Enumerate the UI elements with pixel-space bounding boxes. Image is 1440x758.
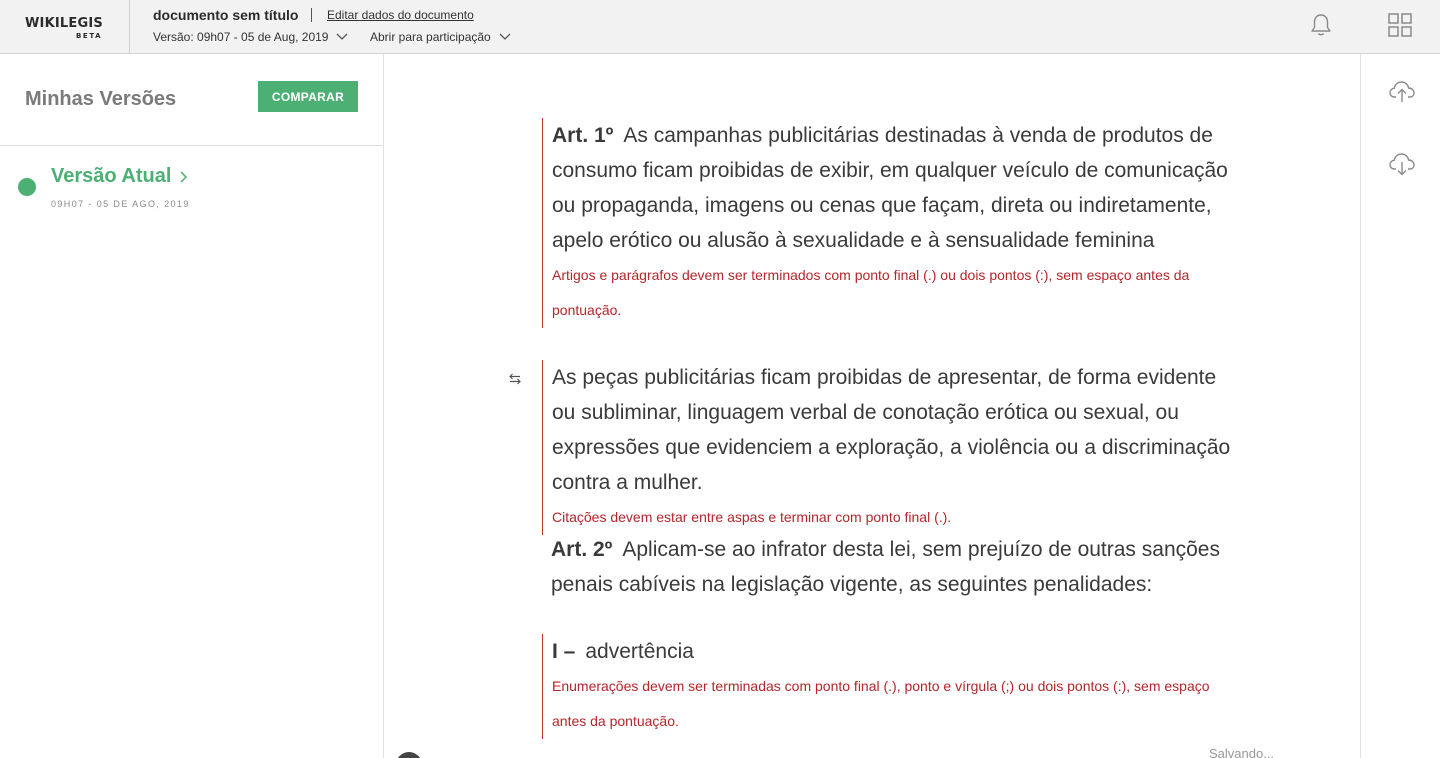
versions-sidebar	[0, 54, 384, 758]
participation-dropdown-label: Abrir para participação	[370, 30, 491, 44]
cloud-download-icon[interactable]	[1388, 150, 1416, 176]
logo-text: WIKILEGIS	[25, 16, 103, 31]
version-dropdown-label: Versão: 09h07 - 05 de Aug, 2019	[153, 30, 329, 44]
validation-error: Artigos e parágrafos devem ser terminados com ponto final (.) ou dois pontos (:), sem espaço antes da pontuação.	[552, 267, 1190, 318]
article-block[interactable]	[542, 532, 1242, 602]
version-item-current[interactable]	[0, 147, 383, 227]
save-status: Salvando...	[1209, 746, 1275, 758]
sidebar-header	[0, 54, 383, 146]
cloud-upload-icon[interactable]	[1388, 78, 1416, 104]
article-body: Aplicam-se ao infrator desta lei, sem prejuízo de outras sanções penais cabíveis na legislação vigente, as seguintes penalidades:	[551, 538, 1220, 596]
enumeration-body: advertência	[585, 640, 694, 663]
article-label: Art. 1º	[552, 124, 614, 147]
validation-error: Citações devem estar entre aspas e terminar com ponto final (.).	[552, 509, 952, 525]
document-title: documento sem título	[153, 7, 299, 23]
apps-grid-icon[interactable]	[1387, 12, 1413, 38]
chevron-down-icon	[336, 33, 348, 41]
help-button[interactable]	[396, 752, 422, 758]
article-body: As campanhas publicitárias destinadas à venda de produtos de consumo ficam proibidas de exibir, em qualquer veículo de comunicação ou propaganda, imagens ou cenas que façam, direta ou indiretamente, apelo erótico ou alusão à sexualidade e à sensualidade feminina	[552, 124, 1228, 252]
swap-arrows-icon[interactable]	[508, 372, 522, 386]
chevron-down-icon	[499, 33, 511, 41]
version-name: Versão Atual	[51, 165, 172, 187]
paragraph-block[interactable]	[542, 360, 1242, 535]
version-date: 09H07 - 05 DE AGO, 2019	[51, 199, 190, 209]
participation-dropdown[interactable]	[370, 29, 511, 45]
article-block[interactable]	[542, 118, 1242, 328]
logo-badge: BETA	[76, 32, 103, 40]
enumeration-text[interactable]	[552, 634, 1242, 669]
article-label: Art. 2º	[551, 538, 613, 561]
paragraph-body: As peças publicitárias ficam proibidas de apresentar, de forma evidente ou subliminar, linguagem verbal de conotação erótica ou sexual, ou expressões que evidenciem a exploração, a violência ou a discriminação contra a mulher.	[552, 366, 1231, 494]
compare-button[interactable]: COMPARAR	[258, 81, 358, 112]
edit-document-link[interactable]: Editar dados do documento	[327, 8, 474, 22]
document-editor[interactable]	[384, 54, 1360, 758]
right-rail	[1360, 54, 1440, 758]
paragraph-text[interactable]	[552, 360, 1242, 500]
top-bar	[0, 0, 1440, 54]
chevron-right-icon	[178, 170, 190, 184]
validation-error: Enumerações devem ser terminadas com ponto final (.), ponto e vírgula (;) ou dois pontos (:), sem espaço antes da pontuação.	[552, 678, 1210, 729]
enumeration-label: I –	[552, 640, 576, 663]
article-text[interactable]	[551, 532, 1242, 602]
version-status-dot	[18, 178, 36, 196]
sidebar-title: Minhas Versões	[25, 88, 177, 110]
title-separator	[311, 8, 312, 22]
bell-icon[interactable]	[1308, 12, 1334, 38]
enumeration-block[interactable]	[542, 634, 1242, 739]
wikilegis-logo[interactable]	[0, 0, 130, 54]
version-dropdown[interactable]	[153, 29, 348, 45]
article-text[interactable]	[552, 118, 1242, 258]
